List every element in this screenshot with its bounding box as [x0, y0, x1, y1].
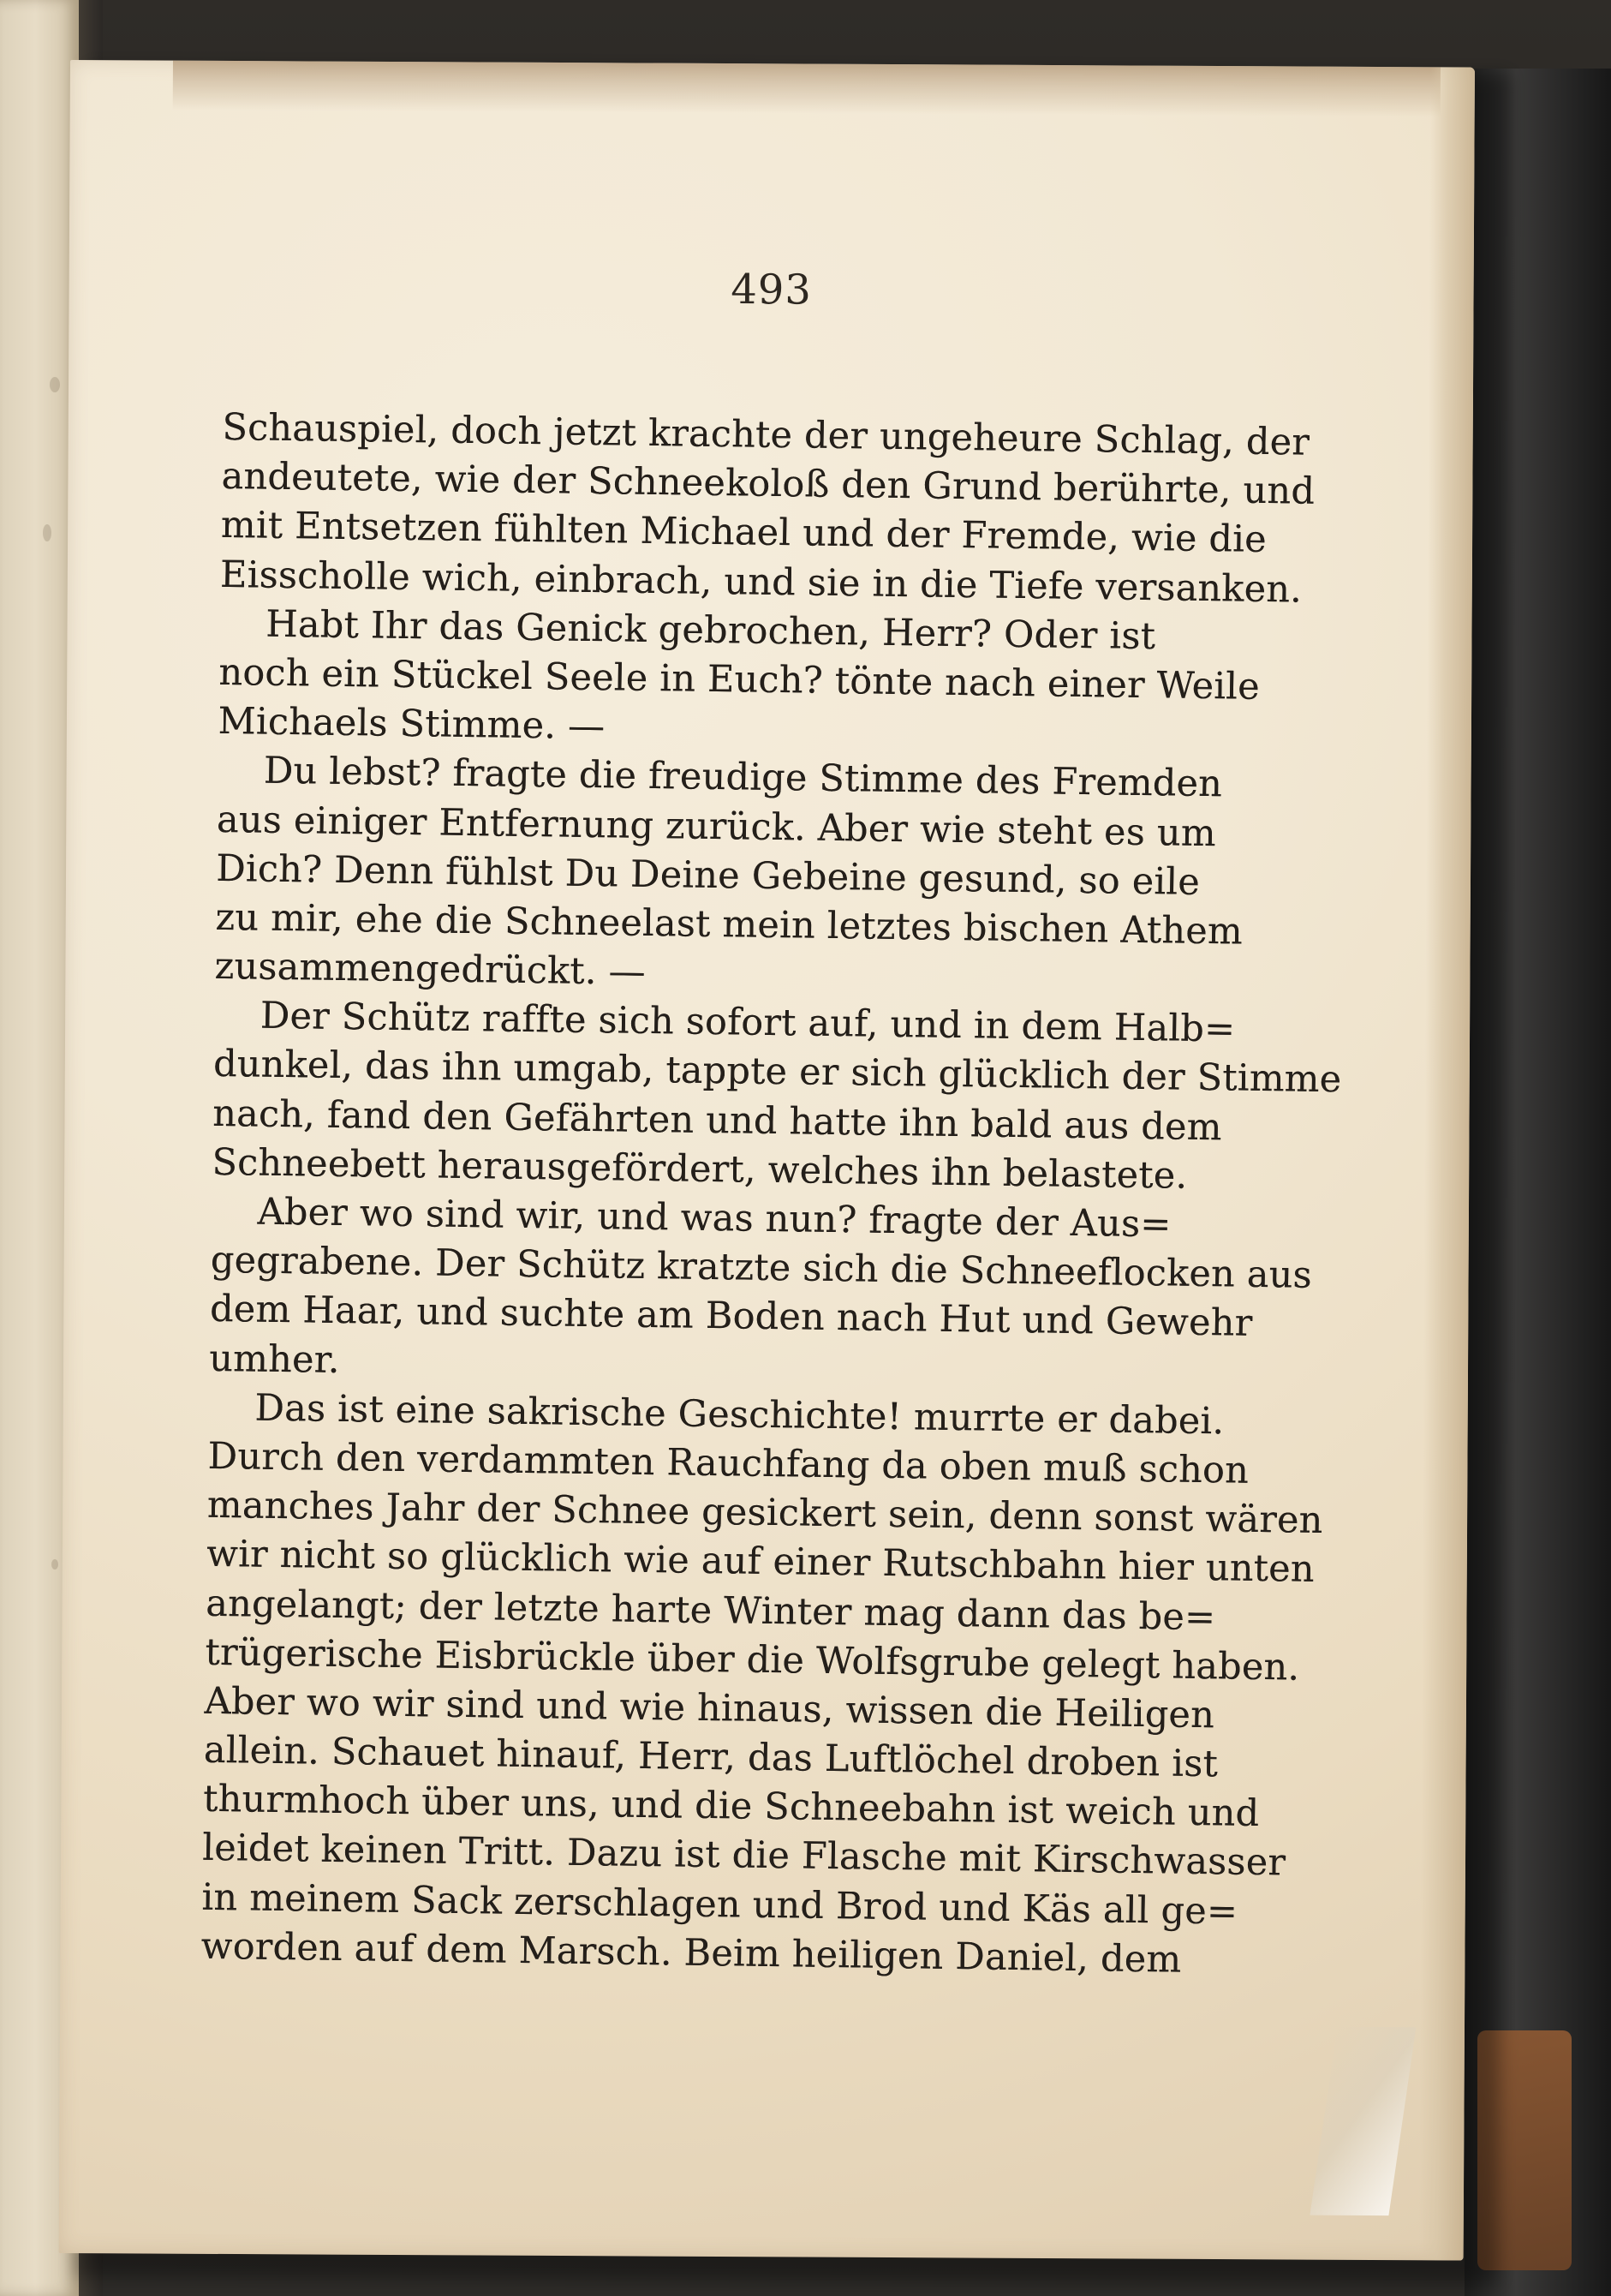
- text-line: gegrabene. Der Schütz kratzte sich die Schneeflocken aus: [210, 1239, 1313, 1297]
- page-text: [200, 404, 1342, 1986]
- book-page: [59, 60, 1475, 2261]
- text-line: Eisscholle wich, einbrach, und sie in die Tiefe versanken.: [219, 553, 1303, 612]
- text-line: Habt Ihr das Genick gebrochen, Herr? Oder ist: [265, 602, 1156, 658]
- text-line: umher.: [208, 1336, 340, 1382]
- text-line: Schneebett herausgefördert, welches ihn belastete.: [212, 1140, 1188, 1198]
- page-stain: [43, 524, 51, 541]
- text-line: angelangt; der letzte harte Winter mag dann das be=: [206, 1581, 1216, 1639]
- text-line: nach, fand den Gefährten und hatte ihn bald aus dem: [212, 1091, 1223, 1149]
- text-line: allein. Schauet hinauf, Herr, das Luftlöchel droben ist: [203, 1728, 1219, 1786]
- page-stain: [50, 377, 60, 392]
- text-line: Du lebst? fragte die freudige Stimme des Fremden: [263, 749, 1223, 806]
- text-line: dem Haar, und suchte am Boden nach Hut und Gewehr: [209, 1288, 1253, 1346]
- text-line: Dich? Denn fühlst Du Deine Gebeine gesund, so eile: [215, 846, 1201, 904]
- text-line: manches Jahr der Schnee gesickert sein, denn sonst wären: [206, 1483, 1323, 1543]
- text-line: leidet keinen Tritt. Dazu ist die Flasche mit Kirschwasser: [202, 1827, 1286, 1885]
- text-line: wir nicht so glücklich wie auf einer Rutschbahn hier unten: [206, 1533, 1316, 1592]
- text-line: in meinem Sack zerschlagen und Brod und Käs all ge=: [201, 1875, 1238, 1934]
- text-line: mit Entsetzen fühlten Michael und der Fremde, wie die: [220, 504, 1268, 562]
- page-top-stain: [173, 61, 1441, 117]
- text-line: aus einiger Entfernung zurück. Aber wie steht es um: [216, 798, 1217, 855]
- text-line: Der Schütz raffte sich sofort auf, und in dem Halb=: [260, 994, 1236, 1051]
- page-stain: [51, 1559, 58, 1570]
- text-line: dunkel, das ihn umgab, tappte er sich glücklich der Stimme: [212, 1043, 1342, 1102]
- page-number: 493: [731, 266, 813, 314]
- text-line: zusammengedrückt. —: [214, 944, 647, 994]
- text-line: Aber wo sind wir, und was nun? fragte der Aus=: [257, 1190, 1172, 1247]
- text-line: thurmhoch über uns, und die Schneebahn ist weich und: [202, 1778, 1260, 1836]
- text-line: Durch den verdammten Rauchfang da oben muß schon: [207, 1434, 1250, 1492]
- text-line: worden auf dem Marsch. Beim heiligen Daniel, dem: [200, 1924, 1182, 1982]
- text-line: Aber wo wir sind und wie hinaus, wissen die Heiligen: [204, 1679, 1215, 1737]
- page-corner-curl: [1310, 2027, 1416, 2215]
- text-line: zu mir, ehe die Schneelast mein letztes bischen Athem: [215, 895, 1244, 954]
- text-line: Schauspiel, doch jetzt krachte der ungeheure Schlag, der: [222, 405, 1310, 464]
- text-line: andeutete, wie der Schneekoloß den Grund berührte, und: [221, 455, 1316, 513]
- text-line: noch ein Stückel Seele in Euch? tönte nach einer Weile: [218, 650, 1261, 709]
- text-line: Das ist eine sakrische Geschichte! murrte er dabei.: [254, 1386, 1225, 1444]
- text-line: trügerische Eisbrückle über die Wolfsgrube gelegt haben.: [205, 1630, 1300, 1689]
- text-line: Michaels Stimme. —: [218, 700, 606, 749]
